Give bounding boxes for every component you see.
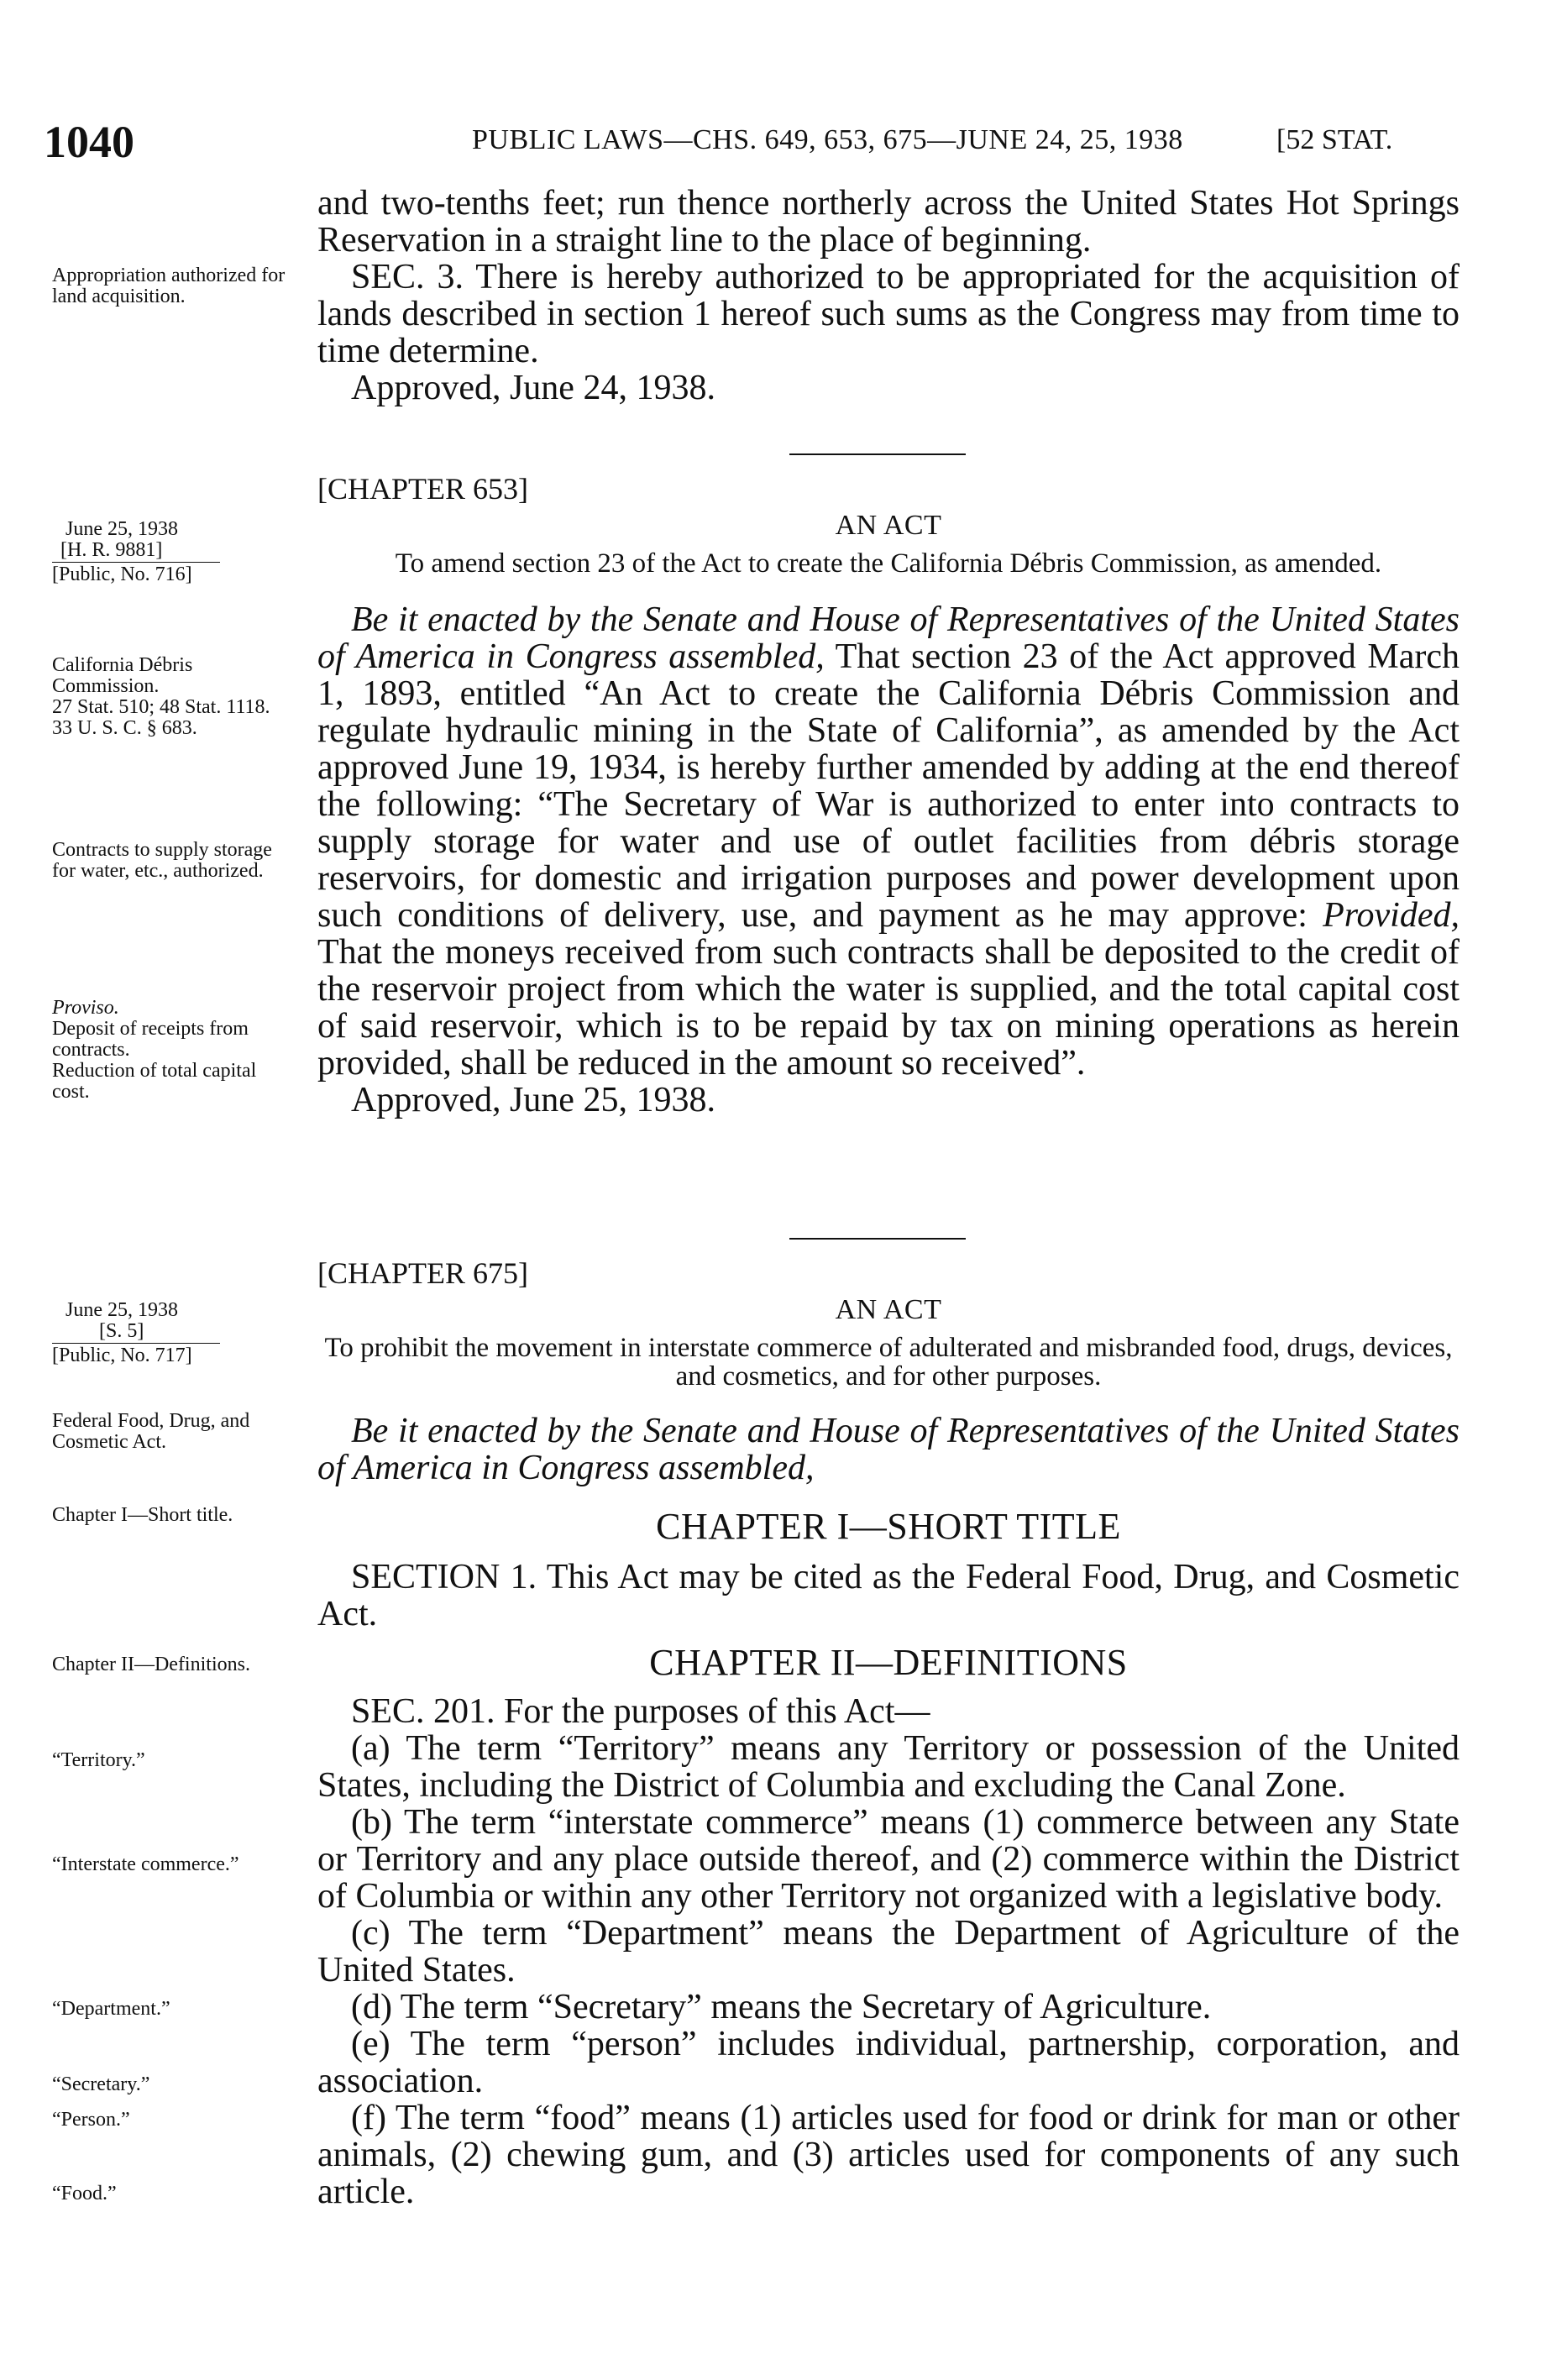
margin-bill-info-653 xyxy=(52,519,296,585)
margin-rule-675 xyxy=(52,1343,220,1344)
definition-d: (d) The term “Secretary” means the Secretary of Agriculture. xyxy=(351,1988,1212,2026)
definition-e: (e) The term “person” includes individual, partnership, corporation, and association. xyxy=(317,2025,1460,2100)
page-number: 1040 xyxy=(44,117,134,167)
running-head-volume: [52 STAT. xyxy=(1276,124,1393,155)
chapter-i-heading: CHAPTER I—SHORT TITLE xyxy=(656,1506,1121,1547)
margin-chapter-ii: Chapter II—Definitions. xyxy=(52,1654,250,1675)
margin-public-675: [Public, No. 717] xyxy=(52,1345,192,1366)
definition-b: (b) The term “interstate commerce” means (1) commerce between any State or Territory and any place outside thereof, and (2) commerce within the District of Columbia or within any other Territory not organized with a legislative body. xyxy=(317,1803,1460,1916)
chapter-675-purpose: To prohibit the movement in interstate commerce of adulterated and misbranded food, drugs, devices, and cosmetics, and for other purposes. xyxy=(324,1333,1453,1392)
margin-rule-653 xyxy=(52,562,220,563)
chapter-653-body xyxy=(317,601,1460,1082)
margin-proviso: Proviso. xyxy=(52,997,119,1019)
chapter-675-act-heading: AN ACT xyxy=(835,1294,942,1325)
margin-bill-653: [H. R. 9881] xyxy=(60,539,163,561)
approval-line-649: Approved, June 24, 1938. xyxy=(351,369,715,407)
margin-ffdca: Federal Food, Drug, and Cosmetic Act. xyxy=(52,1410,250,1453)
definition-f: (f) The term “food” means (1) articles used for food or drink for man or other animals, (2) chewing gum, and (3) articles used for components of any such article. xyxy=(317,2099,1460,2211)
chapter-653-enacting-clause: Be it enacted by the Senate and House of Representatives of the United States of America in Congress assembled, xyxy=(317,600,1460,676)
section-201: SEC. 201. For the purposes of this Act— xyxy=(351,1692,930,1731)
margin-contracts: Contracts to supply storage for water, etc., authorized. xyxy=(52,839,272,882)
margin-def-department: “Department.” xyxy=(52,1998,170,2020)
margin-public-653: [Public, No. 716] xyxy=(52,564,192,585)
margin-cdc-cite1: 27 Stat. 510; 48 Stat. 1118. xyxy=(52,696,270,718)
margin-cdc-cite2: 33 U. S. C. § 683. xyxy=(52,717,197,739)
margin-def-food: “Food.” xyxy=(52,2183,117,2204)
chapter-675-label: [CHAPTER 675] xyxy=(317,1256,528,1290)
chapter-653-label: [CHAPTER 653] xyxy=(317,472,528,506)
chapter-653-purpose: To amend section 23 of the Act to create the California Débris Commission, as amended. xyxy=(395,548,1382,579)
margin-bill-info-675 xyxy=(52,1300,296,1366)
margin-cdc-title: California Débris Commission. xyxy=(52,654,193,697)
chapter-675-enacting-clause: Be it enacted by the Senate and House of Representatives of the United States of America in Congress assembled, xyxy=(317,1412,1460,1487)
margin-bill-675: [S. 5] xyxy=(99,1320,144,1342)
chapter-675 xyxy=(317,1255,1460,2210)
margin-date-675: June 25, 1938 xyxy=(66,1299,178,1321)
separator-rule-1 xyxy=(789,453,966,455)
section-2-continuation: and two-tenths feet; run thence northerly across the United States Hot Springs Reservation in a straight line to the place of beginning. xyxy=(317,184,1460,259)
chapter-653-proviso-text: That the moneys received from such contracts shall be deposited to the credit of the reservoir project from which the water is supplied, and the total capital cost of said reservoir, which is to be repaid by tax on mining operations as herein provided, shall be reduced in the amount so received”. xyxy=(317,933,1460,1083)
margin-def-territory: “Territory.” xyxy=(52,1749,145,1771)
chapter-653-text: That section 23 of the Act approved March 1, 1893, entitled “An Act to create the California Débris Commission and regulate hydraulic mining in the State of California”, as amended by the Act approved June 19, 1934, is hereby further amended by adding at the end thereof the following: “The Secretary of War is authorized to enter into contracts to supply storage for water and use of outlet facilities from débris storage reservoirs, for domestic and irrigation purposes and power development upon such conditions of delivery, use, and payment as he may approve: xyxy=(317,637,1460,935)
margin-cdc xyxy=(52,655,296,739)
margin-reduction: Reduction of total capital cost. xyxy=(52,1060,257,1103)
margin-date-653: June 25, 1938 xyxy=(66,518,178,540)
definition-c: (c) The term “Department” means the Department of Agriculture of the United States. xyxy=(317,1914,1460,1989)
margin-deposit: Deposit of receipts from contracts. xyxy=(52,1018,249,1061)
chapter-ii-heading: CHAPTER II—DEFINITIONS xyxy=(649,1642,1128,1683)
definition-a: (a) The term “Territory” means any Territory or possession of the United States, including the District of Columbia and excluding the Canal Zone. xyxy=(317,1729,1460,1805)
margin-chapter-i: Chapter I—Short title. xyxy=(52,1504,233,1526)
section-3: SEC. 3. There is hereby authorized to be appropriated for the acquisition of lands described in section 1 hereof such sums as the Congress may from time to time determine. xyxy=(317,258,1460,370)
chapter-653 xyxy=(317,470,1460,1119)
margin-def-interstate: “Interstate commerce.” xyxy=(52,1853,239,1875)
chapter-649-end xyxy=(317,185,1460,406)
margin-def-person: “Person.” xyxy=(52,2109,130,2131)
chapter-653-proviso-word: Provided, xyxy=(1323,896,1460,935)
margin-note-appropriation: Appropriation authorized for land acquisition. xyxy=(52,265,286,307)
chapter-653-act-heading: AN ACT xyxy=(835,510,942,541)
section-1: SECTION 1. This Act may be cited as the Federal Food, Drug, and Cosmetic Act. xyxy=(317,1558,1460,1633)
approval-line-653: Approved, June 25, 1938. xyxy=(351,1081,715,1119)
running-head-title: PUBLIC LAWS—CHS. 649, 653, 675—JUNE 24, 25, 1938 xyxy=(472,124,1183,155)
separator-rule-2 xyxy=(789,1238,966,1240)
margin-def-secretary: “Secretary.” xyxy=(52,2073,150,2095)
margin-proviso-block xyxy=(52,998,296,1103)
